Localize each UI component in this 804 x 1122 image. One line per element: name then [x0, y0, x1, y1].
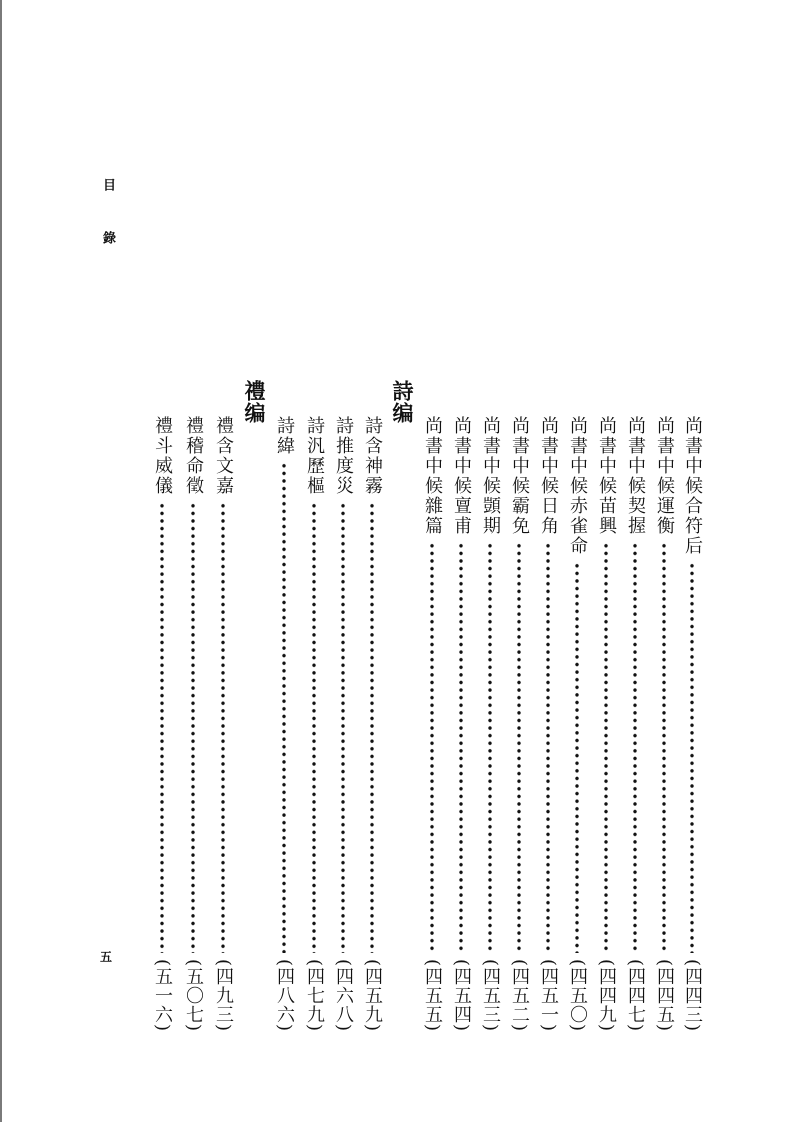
leader-dots — [300, 502, 328, 953]
entry-title: 尚書中候赤雀命 — [567, 416, 588, 556]
entry-title: 尚書中候顗期 — [480, 416, 501, 536]
toc-entry[interactable] — [650, 416, 678, 1032]
leader-dots — [678, 562, 706, 953]
entry-page: (四四三) — [682, 958, 703, 1032]
leader-dots — [534, 542, 562, 953]
toc-entry[interactable] — [592, 416, 620, 1032]
entry-title: 禮斗威儀 — [152, 416, 173, 496]
entry-title: 尚書中候契握 — [625, 416, 646, 536]
page-number: 五 — [100, 950, 113, 964]
leader-dots — [563, 562, 591, 953]
section-heading-shi: 詩编 — [390, 380, 415, 424]
toc-entry[interactable] — [300, 416, 328, 1032]
leader-dots — [621, 542, 649, 953]
leader-dots — [270, 462, 298, 953]
toc-entry[interactable] — [418, 416, 446, 1032]
leader-dots — [650, 542, 678, 953]
entry-title: 尚書中候霸免 — [509, 416, 530, 536]
toc-entry[interactable] — [476, 416, 504, 1032]
toc-entry[interactable] — [358, 416, 386, 1032]
entry-title: 尚書中候亶甫 — [451, 416, 472, 536]
toc-entry[interactable] — [505, 416, 533, 1032]
toc-entry[interactable] — [678, 416, 706, 1032]
toc-entry[interactable] — [329, 416, 357, 1032]
entry-page: (四五九) — [362, 958, 383, 1032]
toc-entry[interactable] — [209, 416, 237, 1032]
toc-entry[interactable] — [621, 416, 649, 1032]
entry-page: (四五〇) — [567, 958, 588, 1032]
entry-page: (四五三) — [480, 958, 501, 1032]
entry-page: (四六八) — [333, 958, 354, 1032]
entry-page: (四四五) — [654, 958, 675, 1032]
leader-dots — [148, 502, 176, 953]
leader-dots — [592, 542, 620, 953]
section-heading-li: 禮编 — [242, 380, 267, 424]
toc-entry[interactable] — [179, 416, 207, 1032]
entry-page: (四五一) — [538, 958, 559, 1032]
toc-entry[interactable] — [447, 416, 475, 1032]
toc-entry[interactable] — [270, 416, 298, 1032]
leader-dots — [418, 542, 446, 953]
entry-page: (四四七) — [625, 958, 646, 1032]
entry-page: (五〇七) — [183, 958, 204, 1032]
running-head: 目錄 — [100, 178, 115, 284]
entry-title: 尚書中候運衡 — [654, 416, 675, 536]
entry-title: 尚書中候日角 — [538, 416, 559, 536]
leader-dots — [329, 502, 357, 953]
leader-dots — [505, 542, 533, 953]
entry-title: 詩含神霧 — [362, 416, 383, 496]
leader-dots — [179, 502, 207, 953]
toc-entry[interactable] — [534, 416, 562, 1032]
entry-title: 禮含文嘉 — [213, 416, 234, 496]
entry-title: 詩緯 — [274, 416, 295, 456]
entry-page: (四五二) — [509, 958, 530, 1032]
entry-page: (四七九) — [304, 958, 325, 1032]
toc-entry[interactable] — [148, 416, 176, 1032]
entry-title: 尚書中候雜篇 — [422, 416, 443, 536]
entry-title: 詩推度災 — [333, 416, 354, 496]
entry-page: (四五五) — [422, 958, 443, 1032]
entry-page: (五一六) — [152, 958, 173, 1032]
toc-entry[interactable] — [563, 416, 591, 1032]
leader-dots — [447, 542, 475, 953]
leader-dots — [476, 542, 504, 953]
entry-page: (四五四) — [451, 958, 472, 1032]
leader-dots — [209, 502, 237, 953]
entry-page: (四八六) — [274, 958, 295, 1032]
entry-page: (四四九) — [596, 958, 617, 1032]
leader-dots — [358, 502, 386, 953]
entry-title: 詩汎歷樞 — [304, 416, 325, 496]
entry-title: 尚書中候苗興 — [596, 416, 617, 536]
entry-title: 禮稽命徵 — [183, 416, 204, 496]
entry-page: (四九三) — [213, 958, 234, 1032]
entry-title: 尚書中候合符后 — [682, 416, 703, 556]
binding-edge — [0, 0, 2, 1122]
